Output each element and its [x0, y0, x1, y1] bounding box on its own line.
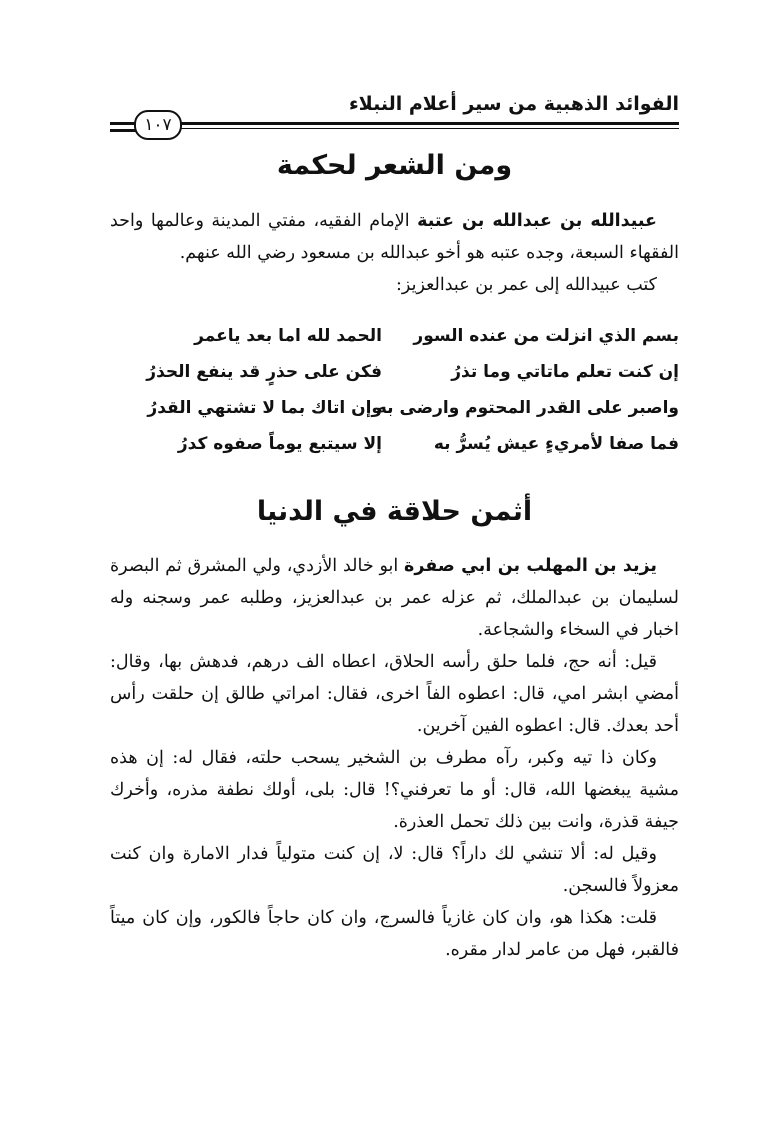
- verse-second-half: إلا سيتبع يوماً صفوه كدرُ: [177, 434, 382, 454]
- verse-second-half: فكن على حذرٍ قد ينفع الحذرُ: [146, 362, 382, 382]
- poem: [92, 318, 679, 462]
- haircut-story-paragraph: قيل: أنه حج، فلما حلق رأسه الحلاق، اعطاه الف درهم، فدهش بها، وقال: أمضي ابشر امي، قال: اعطوه الفاً اخرى، فقال: امراتي طالق إن حلقت رأس أحد بعدك. قال: اعطوه الفين آخرين.: [110, 652, 679, 736]
- header-rule-left: [110, 122, 136, 125]
- intro-paragraph: [110, 205, 679, 269]
- poem-verse: [92, 426, 679, 462]
- verse-first-half: واصبر على القدر المحتوم وارضى به: [376, 398, 679, 418]
- verse-first-half: إن كنت تعلم ماتاتي وما تذرُ: [451, 362, 679, 382]
- header-rule-thin: [176, 128, 679, 129]
- arrogance-story-paragraph: وكان ذا تيه وكبر، رآه مطرف بن الشخير يسحب حلته، فقال له: إن هذه مشية يبغضها الله، قال: أو ما تعرفني؟! قال: بلى، أولك نطفة مذره، وأخرك جيفة قذرة، وانت بين ذلك تحمل العذرة.: [110, 748, 679, 832]
- section-body-poetry: [110, 205, 679, 301]
- biography-text: ابو خالد الأزدي، ولي المشرق ثم البصرة لسليمان بن عبدالملك، ثم عزله عمر بن عبدالعزيز، وطلبه عمر وسجنه وله اخبار في السخاء والشجاعة.: [110, 556, 679, 640]
- book-title: الفوائد الذهبية من سير أعلام النبلاء: [348, 93, 679, 115]
- header-rule: [176, 122, 679, 125]
- running-header: [110, 92, 679, 142]
- poem-verse: [92, 354, 679, 390]
- intro-text: الإمام الفقيه، مفتي المدينة وعالمها واحد الفقهاء السبعة، وجده عتبه هو أخو عبدالله بن مسعود رضي الله عنهم.: [110, 211, 679, 263]
- letter-line: كتب عبيدالله إلى عمر بن عبدالعزيز:: [396, 275, 657, 295]
- verse-first-half: فما صفا لأمريءٍ عيش يُسرُّ به: [433, 434, 679, 454]
- section-body-haircut: [110, 550, 679, 966]
- biography-lead-name: يزيد بن المهلب بن ابي صفرة: [404, 556, 657, 576]
- verse-second-half: وإن اتاك بما لا تشتهي القدرُ: [147, 398, 382, 418]
- page-number: ١٠٧: [134, 110, 182, 140]
- house-question-paragraph: وقيل له: ألا تنشي لك داراً؟ قال: لا، إن كنت متولياً فدار الامارة وان كنت معزولاً فالسجن.: [110, 844, 679, 896]
- intro-lead-name: عبيدالله بن عبدالله بن عتبة: [417, 211, 658, 231]
- header-rule-left-lower: [110, 129, 136, 132]
- poem-verse: [92, 318, 679, 354]
- poem-verse: [92, 390, 679, 426]
- section-heading-haircut: أثمن حلاقة في الدنيا: [256, 496, 533, 527]
- verse-first-half: بسم الذي انزلت من عنده السور: [413, 326, 679, 346]
- verse-second-half: الحمد لله اما بعد ياعمر: [194, 326, 382, 346]
- author-comment-paragraph: قلت: هكذا هو، وان كان غازياً فالسرج، وان كان حاجاً فالكور، وإن كان ميتاً فالقبر، فهل من عامر لدار مقره.: [110, 908, 679, 960]
- biography-paragraph: [110, 550, 679, 646]
- section-heading-poetry: ومن الشعر لحكمة: [276, 150, 513, 181]
